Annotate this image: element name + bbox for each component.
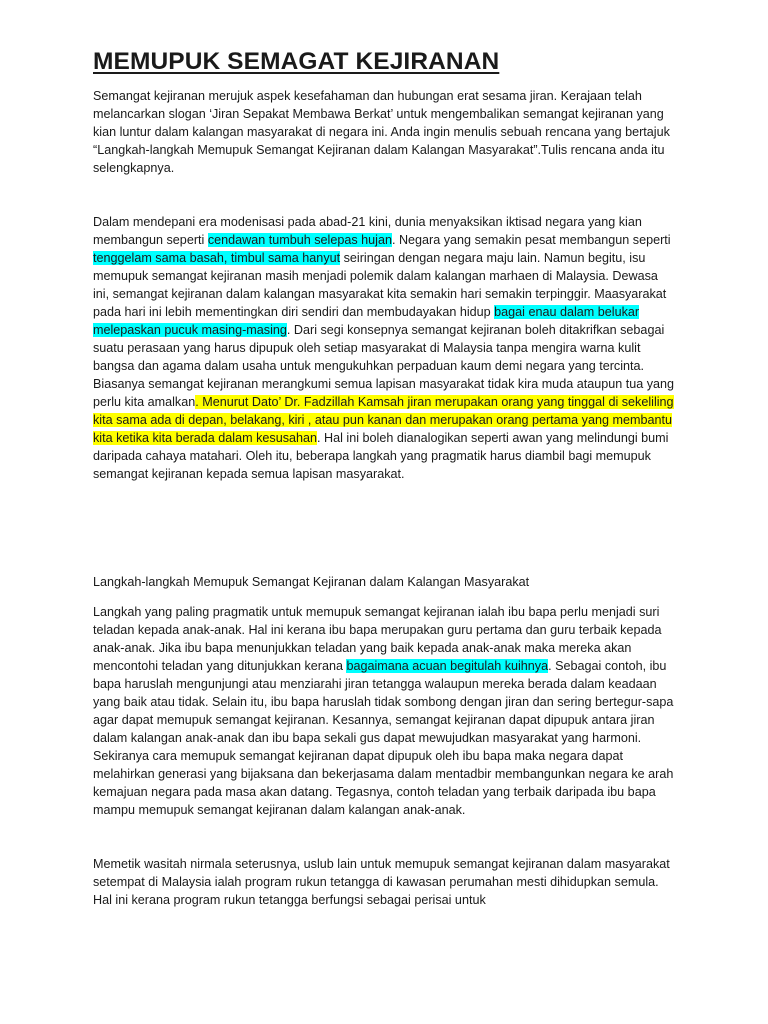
intro-paragraph: [93, 213, 675, 483]
spacer: [93, 483, 675, 573]
body1-text-1: Langkah yang paling pragmatik untuk memupuk semangat kejiranan ialah ibu bapa perlu menjadi suri teladan kepada anak-anak. Hal ini kerana ibu bapa merupakan guru pertama dan guru terbaik kepada anak-anak. Jika ibu bapa menunjukkan teladan yang baik kepada anak-anak maka mereka akan mencontohi teladan yang ditunjukkan kerana: [93, 605, 662, 673]
spacer: [93, 177, 675, 213]
spacer: [93, 591, 675, 603]
document-title: MEMUPUK SEMAGAT KEJIRANAN: [93, 48, 500, 75]
document-page: [93, 47, 675, 909]
body-paragraph-2: Memetik wasitah nirmala seterusnya, uslub lain untuk memupuk semangat kejiranan dalam masyarakat setempat di Malaysia ialah program rukun tetangga di kawasan perumahan mesti dihidupkan semula. Hal ini kerana program rukun tetangga berfungsi sebagai perisai untuk: [93, 857, 670, 907]
intro-text-2: . Negara yang semakin pesat membangun seperti: [391, 233, 671, 247]
intro-text-4: . Dari segi konsepnya semangat kejiranan boleh ditakrifkan sebagai suatu perasaan yang harus dipupuk oleh setiap masyarakat di Malaysia tanpa mengira warna kulit bangsa dan agama dalam usaha untuk mengukuhkan perpaduan kaum demi negara yang tercinta. Biasanya semangat kejiranan merangkumi semua lapisan masyarakat tidak kira muda ataupun tua yang perlu kita amalkan: [93, 323, 675, 409]
highlight-simile-3: bagai enau dalam belukar melepaskan pucuk masing-masing: [93, 305, 640, 337]
essay-prompt: Semangat kejiranan merujuk aspek kesefahaman dan hubungan erat sesama jiran. Kerajaan telah melancarkan slogan ‘Jiran Sepakat Membawa Berkat’ untuk mengembalikan semangat kejiranan yang kian luntur dalam kalangan masyarakat di negara ini. Anda ingin menulis sebuah rencana yang bertajuk “Langkah-langkah Memupuk Semangat Kejiranan dalam Kalangan Masyarakat”.Tulis rencana anda itu selengkapnya.: [93, 89, 670, 175]
highlight-simile-1: cendawan tumbuh selepas hujan: [207, 233, 392, 247]
intro-text-1: Dalam mendepani era modenisasi pada abad-21 kini, dunia menyaksikan iktisad negara yang kian membangun seperti: [93, 215, 642, 247]
highlight-simile-2: tenggelam sama basah, timbul sama hanyut: [93, 251, 341, 265]
intro-text-3: seiringan dengan negara maju lain. Namun begitu, isu memupuk semangat kejiranan masih menjadi polemik dalam kalangan marhaen di Malaysia. Dewasa ini, semangat kejiranan dalam kalangan masyarakat kita semakin hari semakin terpinggir. Maasyarakat pada hari ini lebih mementingkan diri sendiri dan membudayakan hidup: [93, 251, 667, 319]
highlight-proverb: bagaimana acuan begitulah kuihnya: [346, 659, 549, 673]
spacer: [93, 819, 675, 855]
intro-text-5: . Hal ini boleh dianalogikan seperti awan yang melindungi bumi daripada cahaya matahari. Oleh itu, beberapa langkah yang pragmatik harus diambil bagi memupuk semangat kejiranan kepada semua lapisan masyarakat.: [93, 431, 669, 481]
body-paragraph-1: [93, 603, 675, 819]
body1-text-2: . Sebagai contoh, ibu bapa haruslah mengunjungi atau menziarahi jiran tetangga walaupun mereka berada dalam keadaan yang baik atau tidak. Selain itu, ibu bapa haruslah tidak sombong dengan jiran dan sering bertegur-sapa agar dapat memupuk semangat kejiranan. Kesannya, semangat kejiranan dapat dipupuk antara jiran dalam kalangan anak-anak dan ibu bapa sekali gus dapat mewujudkan masyarakat yang harmoni. Sekiranya cara memupuk semangat kejiranan dapat dipupuk oleh ibu bapa maka negara dapat melahirkan generasi yang bijaksana dan bekerjasama dalam mentadbir membangunkan negara ke arah kemajuan negara pada masa akan datang. Tegasnya, contoh teladan yang terbaik daripada ibu bapa mampu memupuk semangat kejiranan dalam kalangan anak-anak.: [93, 659, 674, 817]
highlight-quote: . Menurut Dato’ Dr. Fadzillah Kamsah jiran merupakan orang yang tinggal di sekeliling kita sama ada di depan, belakang, kiri , atau pun kanan dan merupakan orang pertama yang membantu kita ketika kita berada dalam kesusahan: [93, 395, 674, 445]
section-heading: Langkah-langkah Memupuk Semangat Kejiranan dalam Kalangan Masyarakat: [93, 575, 530, 589]
